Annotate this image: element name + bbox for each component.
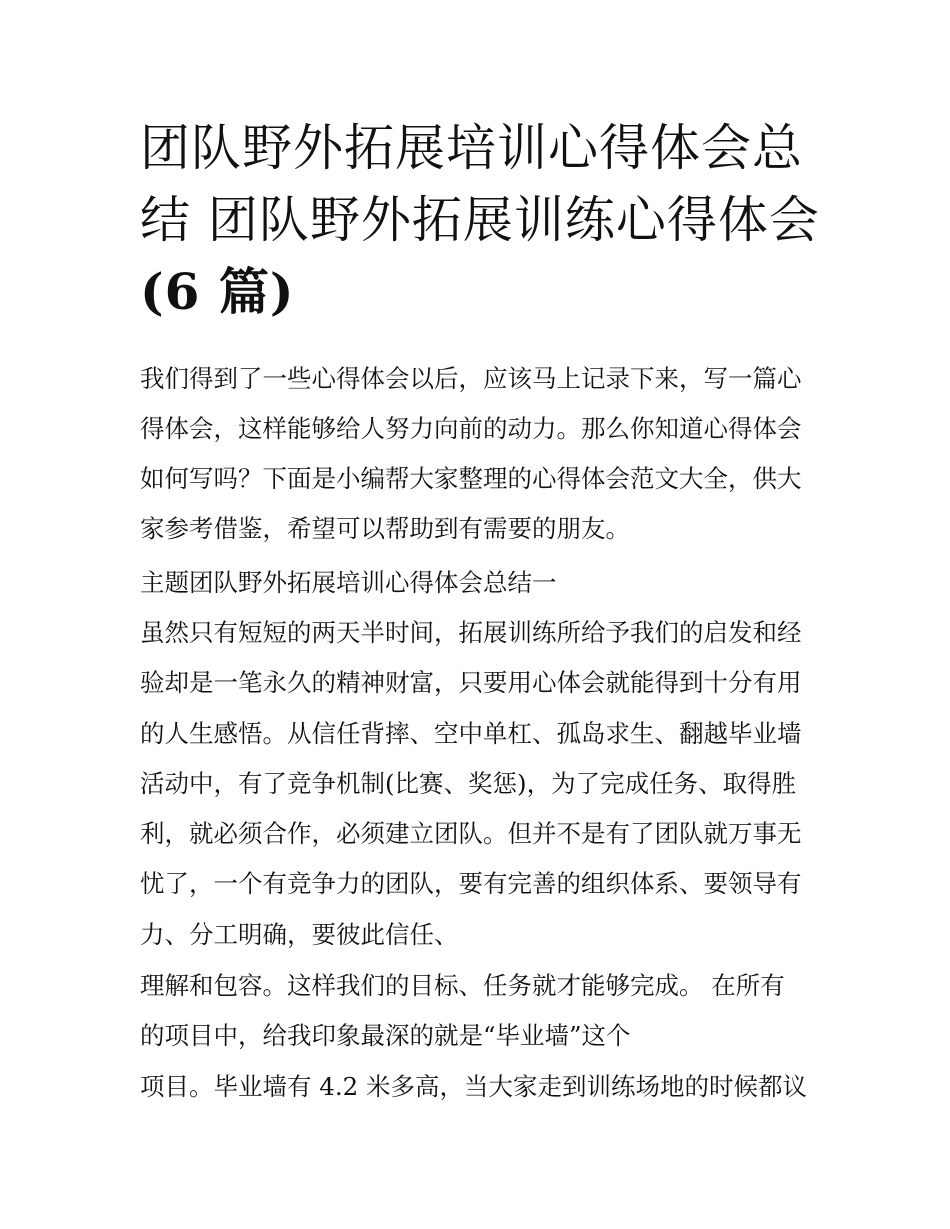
section-heading [140, 564, 830, 602]
text-line: 家参考借鉴，希望可以帮助到有需要的朋友。 [140, 514, 630, 543]
text-line: 理解和包容。这样我们的目标、任务就才能够完成。 在所有 [140, 971, 785, 1000]
text-line: 我们得到了一些心得体会以后，应该马上记录下来，写一篇心 [140, 364, 802, 393]
title-line-1: 团队野外拓展培训心得体会总 [140, 119, 803, 177]
text-line: 如何写吗？下面是小编帮大家整理的心得体会范文大全，供大 [140, 464, 802, 493]
text-line: 验却是一笔永久的精神财富，只要用心体会就能得到十分有用 [140, 668, 802, 698]
text-line: 的人生感悟。从信任背摔、空中单杠、孤岛求生、翻越毕业墙 [140, 718, 802, 748]
title-line-2: 结 团队野外拓展训练心得体会 [140, 191, 820, 249]
text-line: 项目。毕业墙有 4.2 米多高，当大家走到训练场地的时候都议 [140, 1072, 808, 1101]
section-heading-text: 主题团队野外拓展培训心得体会总结一 [140, 568, 557, 597]
document-title [140, 112, 820, 328]
body-paragraph-3 [140, 1068, 830, 1106]
text-line: 利，就必须合作，必须建立团队。但并不是有了团队就万事无 [140, 819, 802, 849]
text-line: 虽然只有短短的两天半时间，拓展训练所给予我们的启发和经 [140, 618, 802, 647]
text-line: 得体会，这样能够给人努力向前的动力。那么你知道心得体会 [140, 414, 802, 443]
intro-paragraph [140, 360, 830, 560]
title-line-3: (6 篇) [140, 262, 295, 321]
body-paragraph-1 [140, 614, 830, 966]
text-line: 忧了，一个有竞争力的团队，要有完善的组织体系、要领导有 [140, 869, 802, 899]
body-paragraph-2 [140, 967, 830, 1067]
text-line: 力、分工明确，要彼此信任、 [140, 919, 459, 949]
text-line: 的项目中，给我印象最深的就是“毕业墙”这个 [140, 1021, 631, 1050]
text-line: 活动中，有了竞争机制(比赛、奖惩)，为了完成任务、取得胜 [140, 768, 797, 798]
